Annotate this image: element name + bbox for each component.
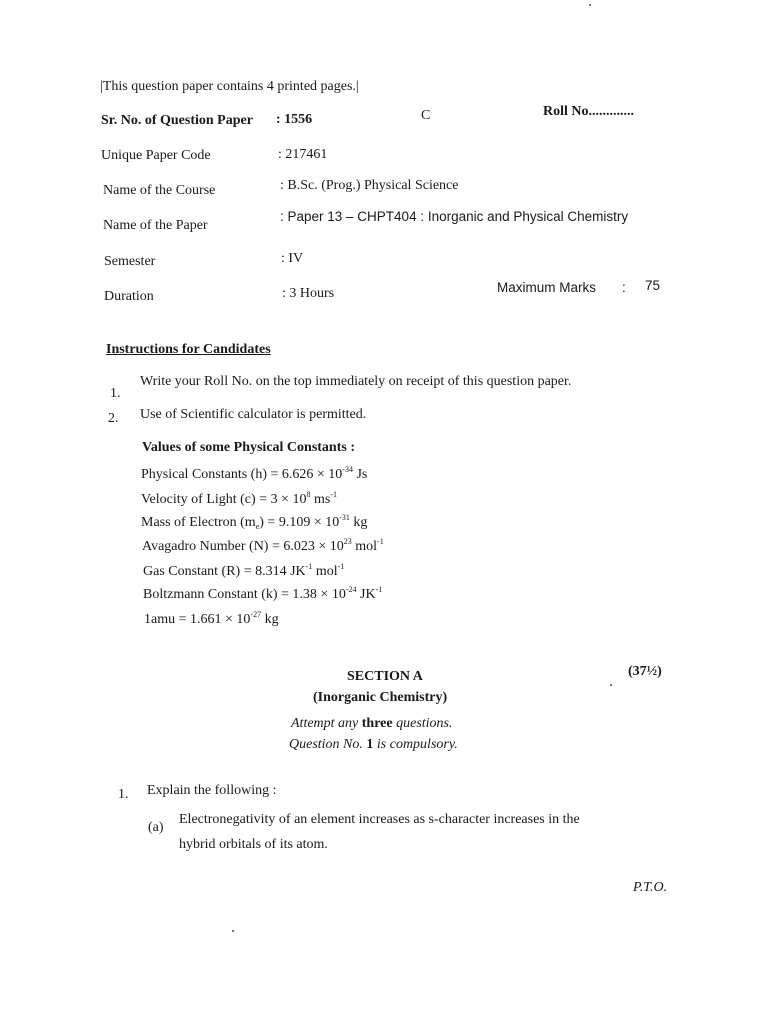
detail-value-course: : B.Sc. (Prog.) Physical Science	[280, 178, 459, 193]
detail-label-paper: Name of the Paper	[103, 218, 208, 233]
roll-no: Roll No.............	[543, 104, 634, 119]
section-subtitle: (Inorganic Chemistry)	[313, 690, 448, 705]
max-marks-label: Maximum Marks	[497, 280, 597, 295]
constant-boltzmann: Boltzmann Constant $(k) = 1.38 \times 10^{-24}$ $JK^{-1}$	[143, 585, 383, 602]
detail-value-paper-code: : 217461	[278, 147, 328, 162]
detail-value-duration: : 3 Hours	[282, 286, 335, 301]
scan-speck	[589, 4, 591, 6]
constant-planck: Physical Constants $(h) = 6.626 \times 10^{-34}$ Js	[141, 465, 368, 482]
max-marks-separator: :	[622, 280, 626, 295]
attempt-instruction: Attempt any three questions.	[291, 716, 453, 731]
constant-gas: Gas Constant (R) = 8.314 $JK^{-1}$ mol$^{-1}$	[143, 562, 345, 579]
pto-marker: P.T.O.	[633, 880, 668, 895]
sr-no-label: Sr. No. of Question Paper	[101, 113, 253, 128]
instruction-num-2: 2.	[108, 411, 119, 426]
detail-label-duration: Duration	[104, 289, 154, 304]
pages-note: |This question paper contains 4 printed pages.|	[100, 79, 359, 94]
question-part-line1: Electronegativity of an element increases as s-character increases in the	[179, 812, 580, 827]
detail-label-paper-code: Unique Paper Code	[101, 148, 211, 163]
constant-electron-mass: Mass of Electron $(m_e) = 9.109 \times 10^{-31}$ kg	[141, 513, 368, 531]
instruction-text-1: Write your Roll No. on the top immediately on receipt of this question paper.	[140, 374, 572, 389]
constant-amu: $1amu = 1.661 \times 10^{-27}$ kg	[144, 610, 279, 627]
question-number: 1.	[118, 787, 129, 802]
question-text: Explain the following :	[147, 783, 277, 798]
detail-label-course: Name of the Course	[103, 183, 216, 198]
detail-value-semester: : IV	[281, 251, 304, 266]
sr-no-value: : 1556	[276, 112, 313, 127]
instruction-num-1: 1.	[110, 386, 121, 401]
constant-light-velocity: Velocity of Light $(c) = 3 \times 10^8$ $ms^{-1}$	[141, 490, 337, 507]
question-part-line2: hybrid orbitals of its atom.	[179, 837, 328, 852]
set-letter: C	[421, 108, 431, 123]
detail-value-paper: : Paper 13 – CHPT404 : Inorganic and Physical Chemistry	[280, 209, 629, 224]
scan-speck	[610, 684, 612, 686]
question-part-label: (a)	[148, 820, 164, 835]
compulsory-instruction: Question No. 1 is compulsory.	[289, 737, 458, 752]
detail-label-semester: Semester	[104, 254, 156, 269]
scan-speck	[232, 930, 234, 932]
constants-title: Values of some Physical Constants :	[142, 440, 355, 455]
instruction-text-2: Use of Scientific calculator is permitted.	[140, 407, 367, 422]
constant-avogadro: Avagadro Number $(N) = 6.023 \times 10^{23}$ mol$^{-1}$	[142, 537, 384, 554]
max-marks-value: 75	[645, 278, 661, 293]
section-title: SECTION A	[347, 669, 423, 684]
section-marks: (37½)	[628, 664, 662, 679]
instructions-title: Instructions for Candidates	[106, 342, 271, 357]
